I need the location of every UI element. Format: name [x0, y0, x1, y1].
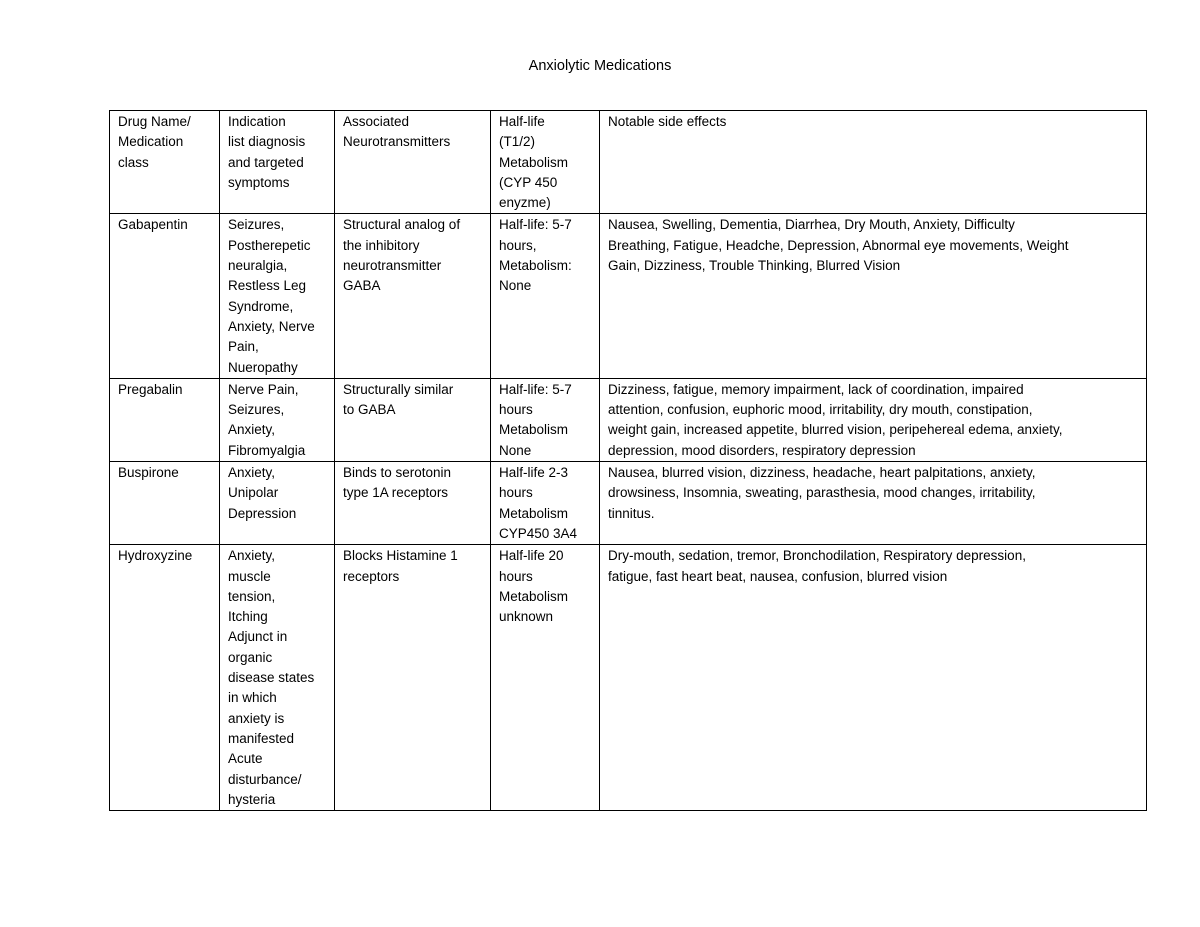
cell-indication: Nerve Pain, Seizures, Anxiety, Fibromyalgia — [220, 378, 335, 461]
header-neurotransmitters: Associated Neurotransmitters — [335, 111, 491, 214]
cell-side-effects: Dry-mouth, sedation, tremor, Bronchodilation, Respiratory depression, fatigue, fast heart beat, nausea, confusion, blurred vision — [600, 545, 1147, 811]
page-title: Anxiolytic Medications — [528, 58, 672, 74]
cell-side-effects: Dizziness, fatigue, memory impairment, lack of coordination, impaired attention, confusion, euphoric mood, irritability, dry mouth, constipation, weight gain, increased appetite, blurred vision, peripehereal edema, anxiety, depression, mood disorders, respiratory depression — [600, 378, 1147, 461]
cell-drug: Gabapentin — [110, 214, 220, 378]
cell-neurotransmitters: Structurally similar to GABA — [335, 378, 491, 461]
cell-neurotransmitters: Structural analog of the inhibitory neurotransmitter GABA — [335, 214, 491, 378]
cell-side-effects: Nausea, Swelling, Dementia, Diarrhea, Dry Mouth, Anxiety, Difficulty Breathing, Fatigue, Headche, Depression, Abnormal eye movements, Weight Gain, Dizziness, Trouble Thinking, Blurred Vision — [600, 214, 1147, 378]
cell-indication: Seizures, Postherepetic neuralgia, Restless Leg Syndrome, Anxiety, Nerve Pain, Nueropathy — [220, 214, 335, 378]
cell-half-life: Half-life: 5-7 hours, Metabolism: None — [491, 214, 600, 378]
cell-indication: Anxiety, muscle tension, Itching Adjunct in organic disease states in which anxiety is manifested Acute disturbance/ hysteria — [220, 545, 335, 811]
cell-side-effects: Nausea, blurred vision, dizziness, headache, heart palpitations, anxiety, drowsiness, Insomnia, sweating, parasthesia, mood changes, irritability, tinnitus. — [600, 462, 1147, 545]
cell-drug: Hydroxyzine — [110, 545, 220, 811]
table-row — [110, 378, 1147, 461]
table-header-row — [110, 111, 1147, 214]
medication-table — [109, 110, 1147, 811]
cell-indication: Anxiety, Unipolar Depression — [220, 462, 335, 545]
cell-half-life: Half-life 2-3 hours Metabolism CYP450 3A4 — [491, 462, 600, 545]
cell-half-life: Half-life 20 hours Metabolism unknown — [491, 545, 600, 811]
header-indication: Indication list diagnosis and targeted symptoms — [220, 111, 335, 214]
table-row — [110, 214, 1147, 378]
header-half-life: Half-life (T1/2) Metabolism (CYP 450 enyzme) — [491, 111, 600, 214]
cell-neurotransmitters: Blocks Histamine 1 receptors — [335, 545, 491, 811]
table-row — [110, 462, 1147, 545]
cell-half-life: Half-life: 5-7 hours Metabolism None — [491, 378, 600, 461]
header-drug-name: Drug Name/ Medication class — [110, 111, 220, 214]
cell-drug: Pregabalin — [110, 378, 220, 461]
header-side-effects: Notable side effects — [600, 111, 1147, 214]
table-row — [110, 545, 1147, 811]
cell-neurotransmitters: Binds to serotonin type 1A receptors — [335, 462, 491, 545]
cell-drug: Buspirone — [110, 462, 220, 545]
